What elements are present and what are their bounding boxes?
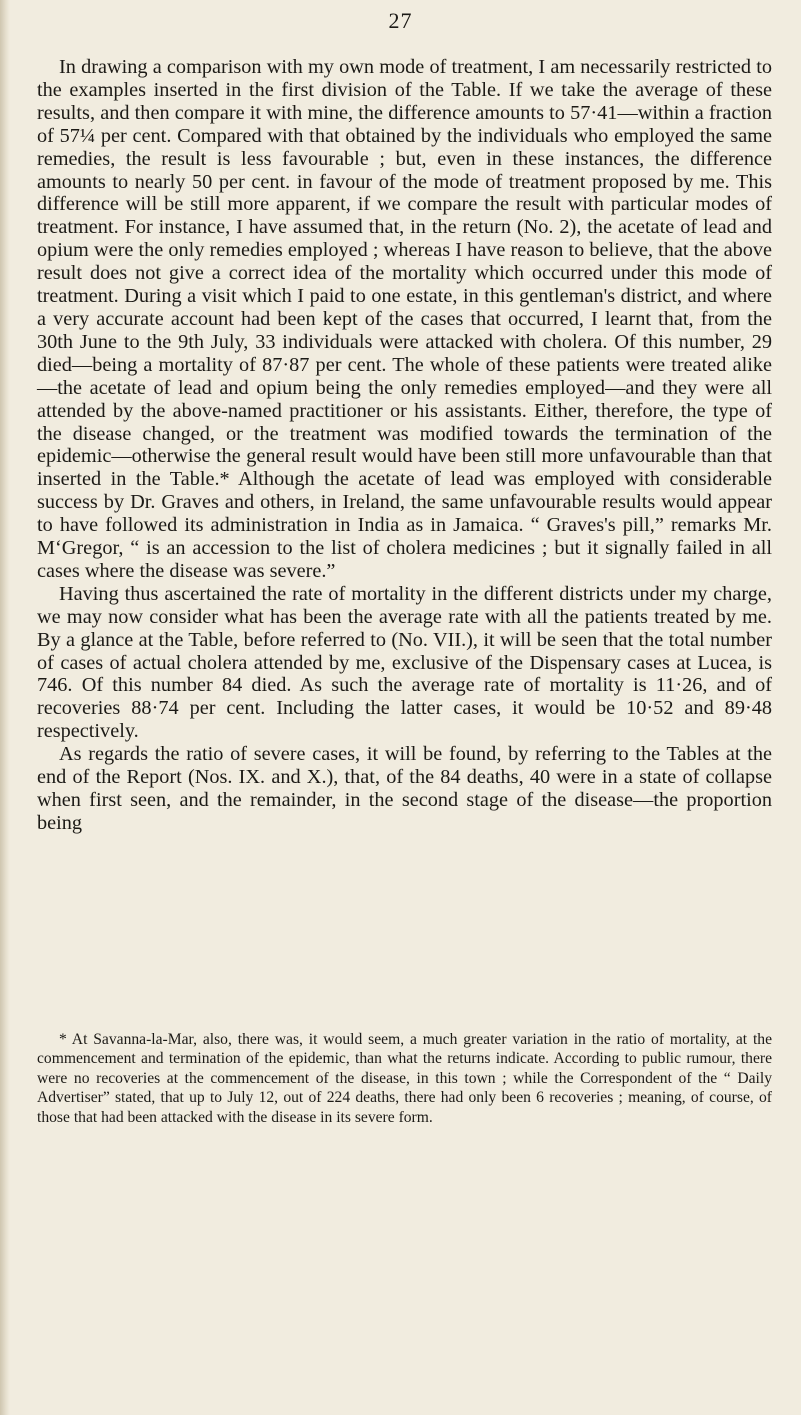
paragraph-severe-cases-ratio: As regards the ratio of severe cases, it will be found, by referring to the Tables at the end of the Report (Nos. IX. and X.), that, of the 84 deaths, 40 were in a state of collapse when first seen, and the remainder, in the second stage of the disease—the proportion being: [37, 743, 772, 834]
paragraph-average-mortality: Having thus ascertained the rate of mortality in the different districts under my charge, we may now consider what has been the average rate with all the patients treated by me. By a glance at the Table, before referred to (No. VII.), it will be seen that the total number of cases of actual cholera attended by me, exclusive of the Dispensary cases at Lucea, is 746. Of this number 84 died. As such the average rate of mortality is 11·26, and of recoveries 88·74 per cent. Including the latter cases, it would be 10·52 and 89·48 respectively.: [37, 582, 772, 743]
page-number: 27: [388, 8, 413, 33]
paragraph-comparison-of-treatment: In drawing a comparison with my own mode of treatment, I am necessarily restricted to the examples inserted in the first division of the Table. If we take the average of these results, and then compare it with mine, the difference amounts to 57·41—within a fraction of 57¼ per cent. Compared with that obtained by the individuals who employed the same remedies, the result is less favourable ; but, even in these instances, the difference amounts to nearly 50 per cent. in favour of the mode of treatment proposed by me. This difference will be still more apparent, if we compare the result with particular modes of treatment. For instance, I have assumed that, in the return (No. 2), the acetate of lead and opium were the only remedies employed ; whereas I have reason to believe, that the above result does not give a correct idea of the mortality which occurred under this mode of treatment. During a visit which I paid to one estate, in this gentleman's district, and where a very accurate account had been kept of the cases that occurred, I learnt that, from the 30th June to the 9th July, 33 individuals were attacked with cholera. Of this number, 29 died—being a mortality of 87·87 per cent. The whole of these patients were treated alike—the acetate of lead and opium being the only remedies employed—and they were all attended by the above-named practitioner or his assistants. Either, therefore, the type of the disease changed, or the treatment was modified towards the termination of the epidemic—otherwise the general result would have been still more unfavourable than that inserted in the Table.* Although the acetate of lead was employed with considerable success by Dr. Graves and others, in Ireland, the same unfavourable results would appear to have followed its administration in India as in Jamaica. “ Graves's pill,” remarks Mr. M‘Gregor, “ is an accession to the list of cholera medicines ; but it signally failed in all cases where the disease was severe.”: [37, 56, 772, 582]
footnote: * At Savanna-la-Mar, also, there was, it would seem, a much greater variation in the ratio of mortality, at the commencement and termination of the epidemic, than what the returns indicate. According to public rumour, there were no recoveries at the commencement of the disease, in this town ; while the Correspondent of the “ Daily Advertiser” stated, that up to July 12, out of 224 deaths, there had only been 6 recoveries ; meaning, of course, of those that had been attacked with the disease in its severe form.: [37, 1031, 772, 1126]
body-text: [37, 56, 772, 835]
page-gutter-shadow: [0, 0, 10, 1415]
